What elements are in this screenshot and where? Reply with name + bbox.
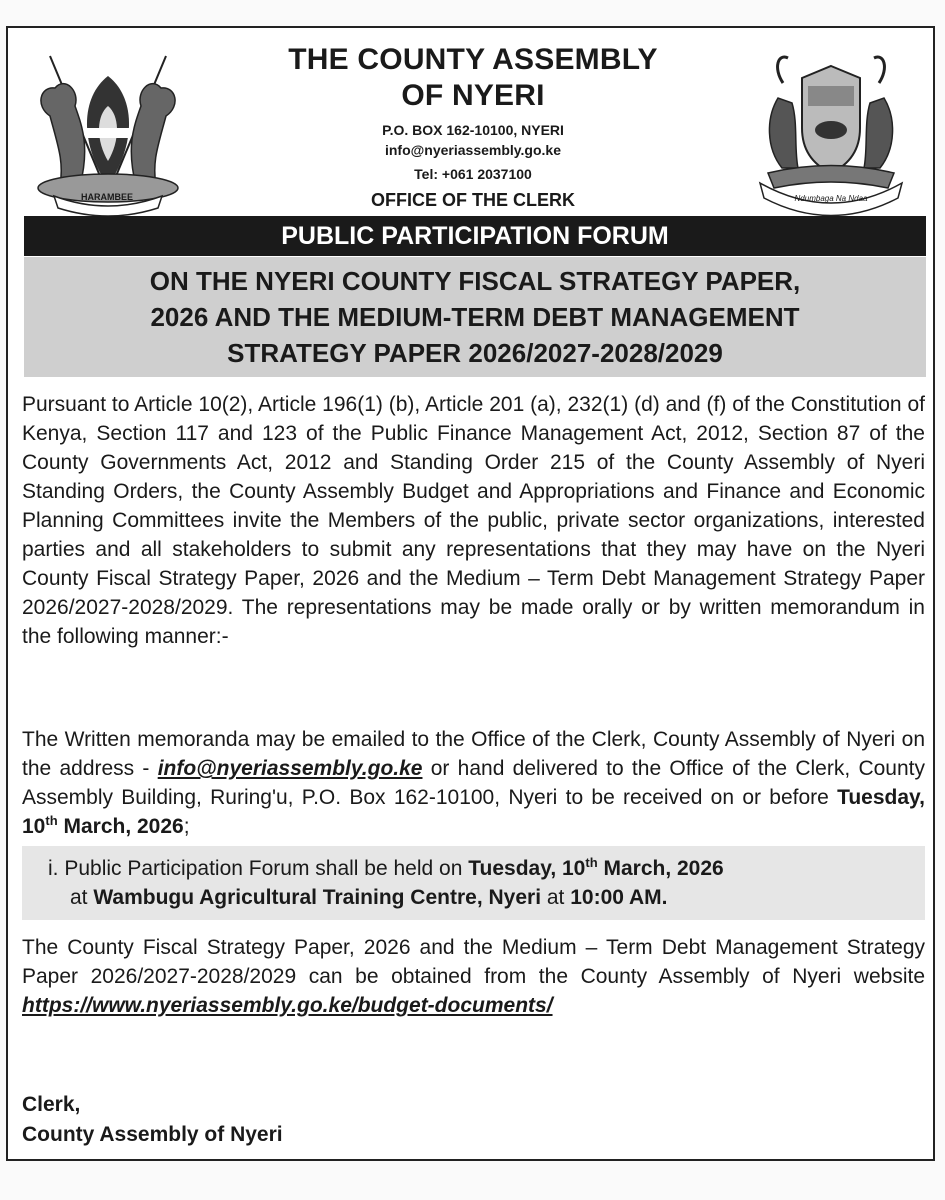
forum-time: 10:00 AM. <box>570 886 668 909</box>
list-at1: at <box>70 886 94 909</box>
forum-venue: Wambugu Agricultural Training Centre, Nyeri <box>93 886 542 909</box>
nyeri-motto-text: Ndumbaga Na Ndaa <box>794 194 868 203</box>
list-at2: at <box>541 886 571 909</box>
documents-text: The County Fiscal Strategy Paper, 2026 and the Medium – Term Debt Management Strategy Paper 2026/2027-2028/2029 can be obtained from the County Assembly of Nyeri website <box>22 936 925 988</box>
postal-address: P.O. BOX 162-10100, NYERI <box>382 122 564 138</box>
harambee-banner-text: HARAMBEE <box>80 192 133 202</box>
budget-documents-link[interactable]: https://www.nyeriassembly.go.ke/budget-documents/ <box>22 994 553 1017</box>
deadline-sup: th <box>45 813 58 828</box>
forum-date-sup: th <box>585 855 598 870</box>
letterhead <box>208 42 738 212</box>
forum-details-list-item <box>22 846 925 920</box>
forum-date-b: March, 2026 <box>597 857 724 880</box>
assembly-title-line2: OF NYERI <box>401 79 545 112</box>
forum-date-a: Tuesday, 10 <box>468 857 586 880</box>
deadline-b: March, 2026 <box>57 815 184 838</box>
submission-text-a: The Written memoranda may be emailed to the Office of the Clerk, County Assembly of Nyeri on the address - <box>22 728 925 780</box>
submission-email-link[interactable]: info@nyeriassembly.go.ke <box>157 757 423 780</box>
subtitle-band <box>24 257 926 377</box>
notice-frame <box>6 26 935 1161</box>
signature-organization: County Assembly of Nyeri <box>22 1123 283 1146</box>
paragraph-documents <box>22 933 925 1020</box>
paragraph-legal-basis: Pursuant to Article 10(2), Article 196(1) (b), Article 201 (a), 232(1) (d) and (f) of the Constitution of Kenya, Section 117 and 123 of the Public Finance Management Act, 2012, Section 87 of the County Governments Act, 2012 and Standing Order 215 of the County Assembly of Nyeri Standing Orders, the County Assembly Budget and Appropriations and Finance and Economic Planning Committees invite the Members of the public, private sector organizations, interested parties and all stakeholders to submit any representations that they may have on the Nyeri County Fiscal Strategy Paper, 2026 and the Medium – Term Debt Management Strategy Paper 2026/2027-2028/2029. The representations may be made orally or by written memorandum in the following manner:- <box>22 393 925 648</box>
list-text-a: Public Participation Forum shall be held on <box>64 857 469 880</box>
telephone: Tel: +061 2037100 <box>414 166 532 182</box>
office-of-clerk: OFFICE OF THE CLERK <box>371 190 575 210</box>
assembly-title-line1: THE COUNTY ASSEMBLY <box>288 43 658 76</box>
deadline-a: Tuesday, 10 <box>22 786 925 838</box>
signature-title: Clerk, <box>22 1093 81 1116</box>
header-email[interactable]: info@nyeriassembly.go.ke <box>384 142 561 158</box>
submission-text-b: or hand delivered to the Office of the Clerk, County Assembly Building, Ruring'u, P.O. Box 162-10100, Nyeri to be received on or before <box>22 757 925 809</box>
paragraph-submission <box>22 725 925 841</box>
subtitle-line1: ON THE NYERI COUNTY FISCAL STRATEGY PAPER, <box>149 266 801 296</box>
subtitle-line3: STRATEGY PAPER 2026/2027-2028/2029 <box>227 338 723 368</box>
list-marker: i. <box>48 857 59 880</box>
nyeri-county-emblem <box>748 48 914 218</box>
submission-end: ; <box>183 815 190 838</box>
subtitle-line2: 2026 AND THE MEDIUM-TERM DEBT MANAGEMENT <box>150 302 800 332</box>
signature-block <box>22 1090 283 1150</box>
forum-banner: PUBLIC PARTICIPATION FORUM <box>24 216 926 256</box>
